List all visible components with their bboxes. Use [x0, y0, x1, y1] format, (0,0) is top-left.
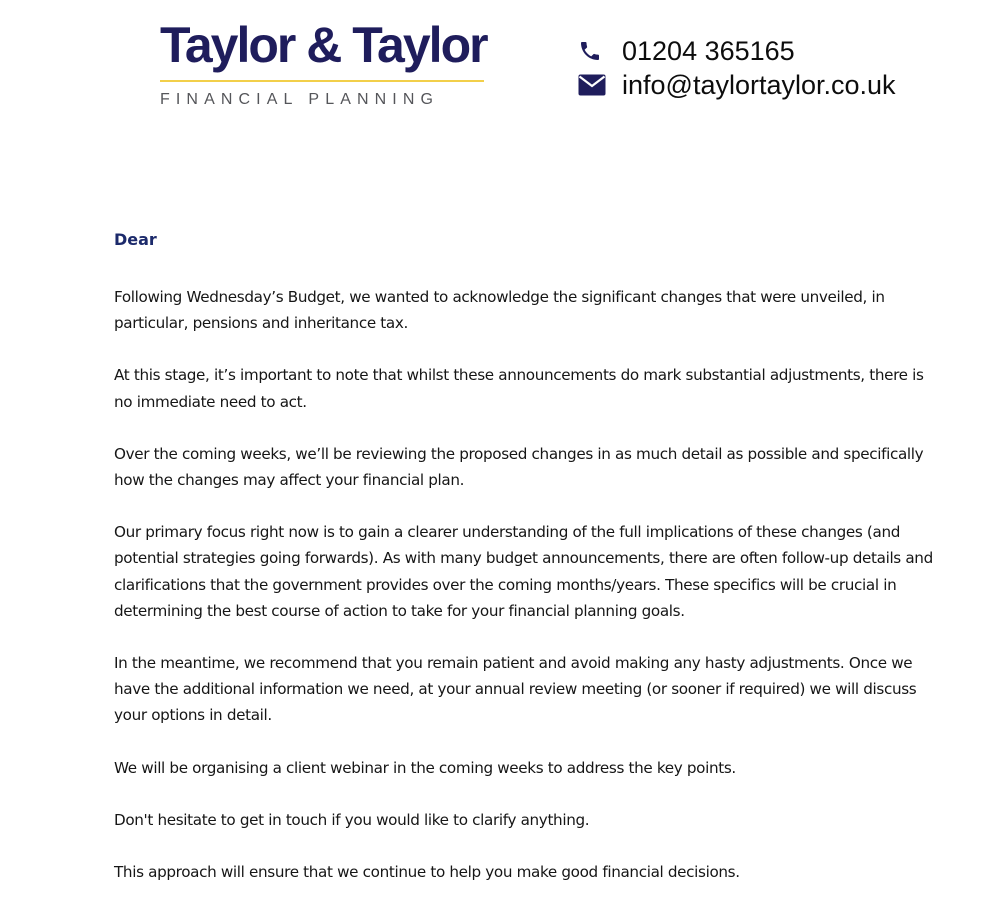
paragraph: We will be organising a client webinar in the coming weeks to address the key points. — [114, 758, 736, 777]
paragraph: This approach will ensure that we continue to help you make good financial decisions. — [114, 863, 740, 882]
logo-wordmark: Taylor & Taylor — [160, 17, 487, 73]
logo-tagline: FINANCIAL PLANNING — [160, 91, 440, 108]
phone-row — [578, 34, 896, 68]
paragraph: Our primary focus right now is to gain a clearer understanding of the full implications of these changes (and potential strategies going forwards). As with many budget announcements, there are often follow-up details and clarifications that the government provides over the coming months/years. These specifics will be crucial in determining the best course of action to take for your financial planning goals. — [114, 523, 933, 620]
letter-header — [0, 0, 1003, 130]
email-row — [578, 68, 896, 102]
company-logo[interactable] — [160, 18, 486, 109]
letter-body — [114, 227, 934, 911]
phone-icon — [578, 37, 610, 65]
paragraph: Don't hesitate to get in touch if you would like to clarify anything. — [114, 810, 590, 829]
envelope-icon — [578, 71, 610, 99]
contact-details — [578, 34, 896, 102]
salutation: Dear — [114, 230, 157, 249]
paragraph: Over the coming weeks, we’ll be reviewing the proposed changes in as much detail as possible and specifically how the changes may affect your financial plan. — [114, 444, 924, 490]
paragraph: At this stage, it’s important to note that whilst these announcements do mark substantial adjustments, there is no immediate need to act. — [114, 366, 924, 411]
email-address[interactable]: info@taylortaylor.co.uk — [622, 69, 896, 100]
logo-divider — [160, 80, 484, 82]
phone-number[interactable]: 01204 365165 — [622, 35, 795, 66]
paragraph: Following Wednesday’s Budget, we wanted to acknowledge the significant changes that were unveiled, in particular, pensions and inheritance tax. — [114, 288, 885, 333]
paragraph: In the meantime, we recommend that you remain patient and avoid making any hasty adjustments. Once we have the additional information we need, at your annual review meeting (or sooner if required) we will discuss your options in detail. — [114, 654, 917, 725]
